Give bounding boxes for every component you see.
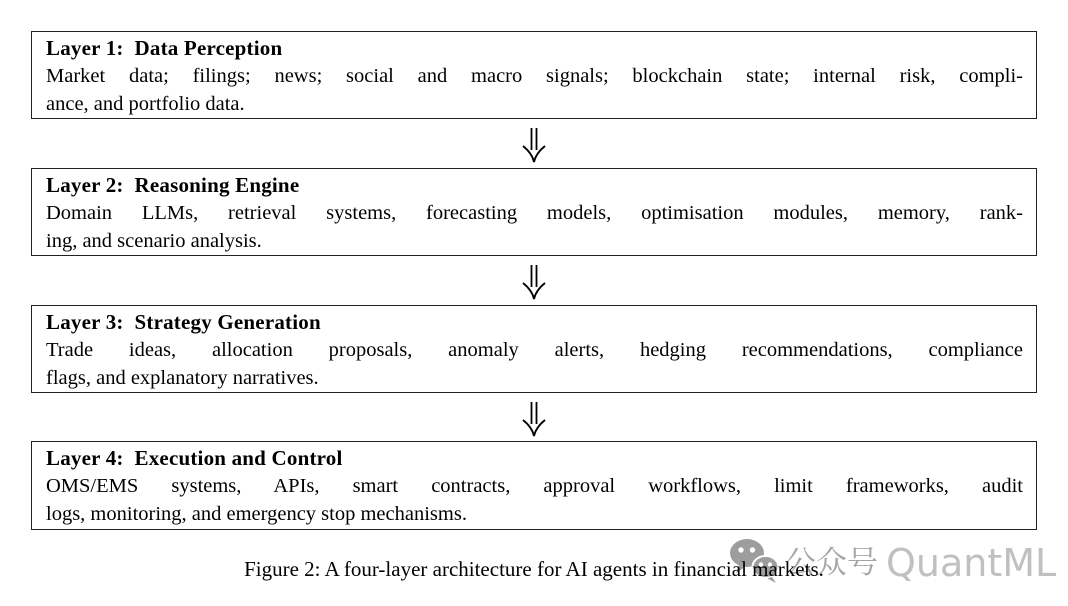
layer-3-body-line-1: Trade ideas, allocation proposals, anomaly alerts, hedging recommendations, compliance xyxy=(46,339,1023,361)
layer-2-body xyxy=(46,199,1023,255)
watermark-brand: QuantML xyxy=(886,541,1057,585)
layer-1-body-line-1: Market data; filings; news; social and macro signals; blockchain state; internal risk, compli- xyxy=(46,65,1023,87)
layer-2-title: Layer 2: Reasoning Engine xyxy=(46,173,300,197)
layer-box-3 xyxy=(31,305,1037,393)
layer-4-body-line-2: logs, monitoring, and emergency stop mechanisms. xyxy=(46,503,467,525)
layer-4-title: Layer 4: Execution and Control xyxy=(46,446,343,470)
double-down-arrow-icon xyxy=(521,264,547,300)
layer-2-body-line-2: ing, and scenario analysis. xyxy=(46,230,262,252)
layer-3-body-line-2: flags, and explanatory narratives. xyxy=(46,367,319,389)
layer-box-2 xyxy=(31,168,1037,256)
layer-4-body-line-1: OMS/EMS systems, APIs, smart contracts, approval workflows, limit frameworks, audit xyxy=(46,475,1023,497)
layer-1-body-line-2: ance, and portfolio data. xyxy=(46,93,245,115)
layer-2-body-line-1: Domain LLMs, retrieval systems, forecasting models, optimisation modules, memory, rank- xyxy=(46,202,1023,224)
layer-3-title: Layer 3: Strategy Generation xyxy=(46,310,321,334)
layer-4-body xyxy=(46,472,1023,528)
layer-box-4 xyxy=(31,441,1037,530)
layer-1-title: Layer 1: Data Perception xyxy=(46,36,283,60)
layer-1-body xyxy=(46,62,1023,118)
watermark-label: 公众号 xyxy=(785,545,878,581)
figure-caption: Figure 2: A four-layer architecture for AI agents in financial markets. xyxy=(244,557,824,581)
double-down-arrow-icon xyxy=(521,401,547,437)
layer-3-body xyxy=(46,336,1023,392)
double-down-arrow-icon xyxy=(521,127,547,163)
layer-box-1 xyxy=(31,31,1037,119)
